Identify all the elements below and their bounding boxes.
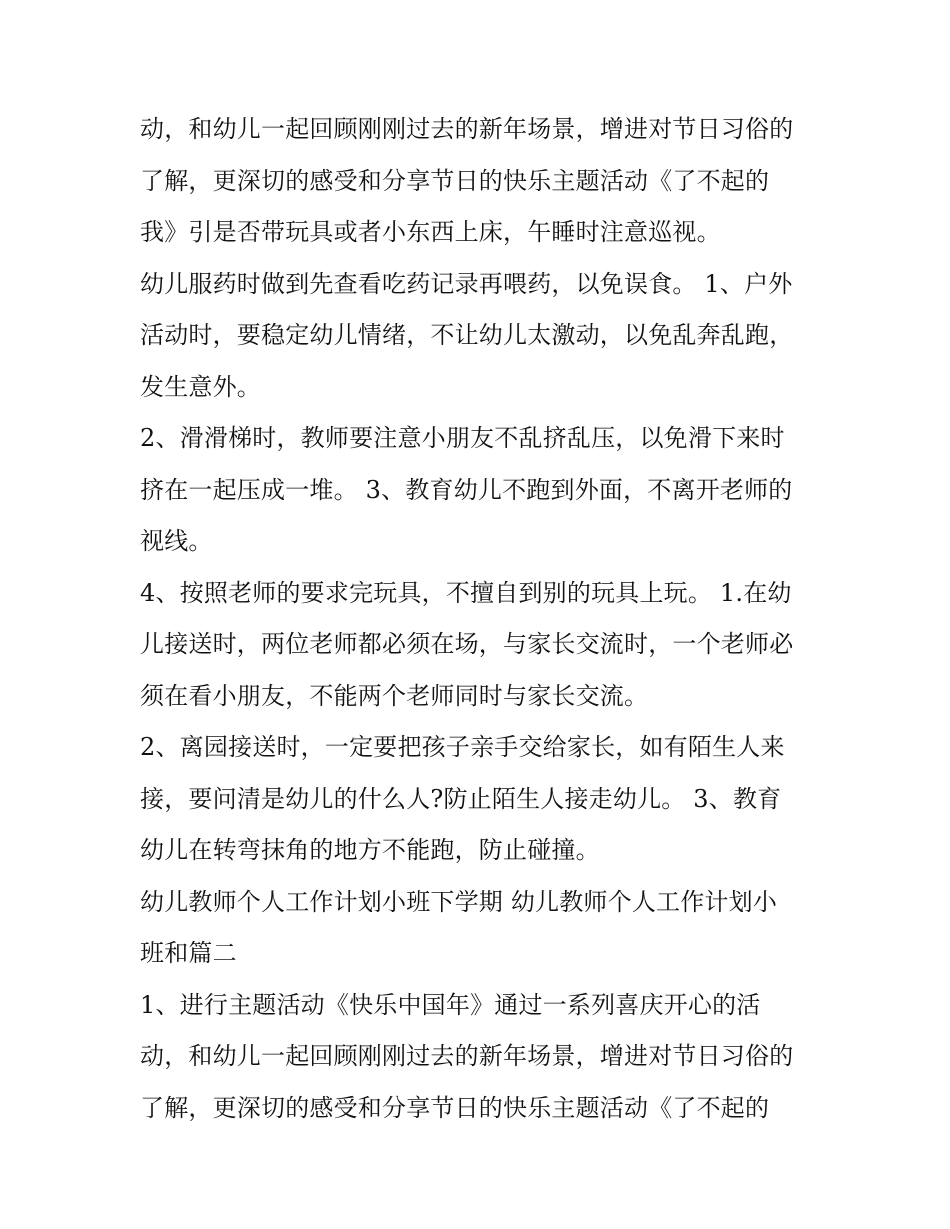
text-line: 4、按照老师的要求完玩具，不擅自到别的玩具上玩。 1.在幼 (140, 578, 792, 607)
text-line: 动，和幼儿一起回顾刚刚过去的新年场景，增进对节日习俗的 (140, 1042, 794, 1070)
paragraph (140, 722, 820, 877)
text-line: 动，和幼儿一起回顾刚刚过去的新年场景，增进对节日习俗的 (140, 115, 794, 143)
paragraph (140, 413, 820, 568)
section-heading (140, 877, 820, 980)
paragraph (140, 104, 820, 259)
text-line: 发生意外。 (140, 372, 261, 401)
paragraph (140, 568, 820, 723)
text-line: 须在看小朋友，不能两个老师同时与家长交流。 (140, 681, 649, 710)
text-line: 我》引是否带玩具或者小东西上床，午睡时注意巡视。 (140, 218, 721, 246)
text-line: 挤在一起压成一堆。 3、教育幼儿不跑到外面，不离开老师的 (140, 475, 793, 504)
paragraph (140, 980, 820, 1135)
paragraph (140, 259, 820, 414)
text-line: 活动时，要稳定幼儿情绪，不让幼儿太激动，以免乱奔乱跑， (140, 321, 794, 349)
text-line: 幼儿教师个人工作计划小班下学期 幼儿教师个人工作计划小 (140, 887, 778, 916)
text-line: 班和篇二 (140, 939, 237, 967)
text-line: 1、进行主题活动《快乐中国年》通过一系列喜庆开心的活 (140, 990, 761, 1019)
text-line: 2、离园接送时，一定要把孩子亲手交给家长，如有陌生人来 (140, 733, 785, 761)
text-line: 2、滑滑梯时，教师要注意小朋友不乱挤乱压，以免滑下来时 (140, 424, 785, 452)
text-line: 了解，更深切的感受和分享节日的快乐主题活动《了不起的 (140, 1093, 770, 1122)
document-body (140, 104, 820, 1134)
text-line: 视线。 (140, 527, 213, 555)
text-line: 儿接送时，两位老师都必须在场，与家长交流时，一个老师必 (140, 630, 794, 658)
text-line: 幼儿服药时做到先查看吃药记录再喂药，以免误食。 1、户外 (140, 269, 793, 298)
text-line: 了解，更深切的感受和分享节日的快乐主题活动《了不起的 (140, 166, 770, 195)
text-line: 幼儿在转弯抹角的地方不能跑，防止碰撞。 (140, 836, 600, 864)
text-line: 接，要问清是幼儿的什么人?防止陌生人接走幼儿。 3、教育 (140, 784, 782, 813)
